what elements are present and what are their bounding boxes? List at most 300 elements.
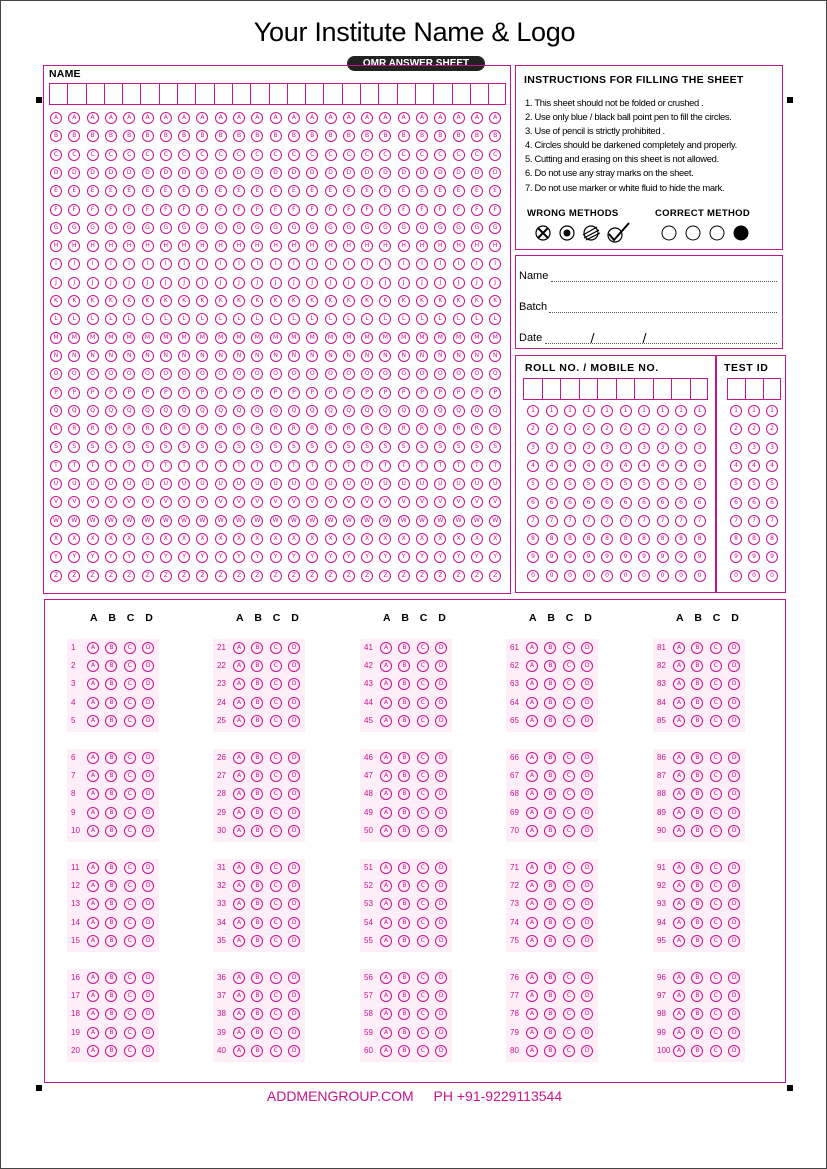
name-bubble-l[interactable]: L [416, 313, 428, 325]
answer-bubble-d[interactable]: D [581, 807, 593, 819]
name-bubble-j[interactable]: J [398, 277, 410, 289]
answer-bubble-c[interactable]: C [270, 880, 282, 892]
test-id-bubble-4[interactable]: 4 [730, 460, 742, 472]
name-bubble-m[interactable]: M [453, 332, 465, 344]
name-bubble-u[interactable]: U [233, 478, 245, 490]
answer-bubble-a[interactable]: A [233, 825, 245, 837]
name-letter-box[interactable] [195, 83, 213, 105]
test-id-bubble-3[interactable]: 3 [748, 442, 760, 454]
name-bubble-k[interactable]: K [361, 295, 373, 307]
answer-bubble-a[interactable]: A [380, 678, 392, 690]
name-bubble-h[interactable]: H [123, 240, 135, 252]
answer-bubble-d[interactable]: D [581, 752, 593, 764]
name-bubble-c[interactable]: C [142, 149, 154, 161]
name-bubble-m[interactable]: M [68, 332, 80, 344]
name-bubble-m[interactable]: M [87, 332, 99, 344]
name-bubble-l[interactable]: L [178, 313, 190, 325]
name-bubble-b[interactable]: B [270, 130, 282, 142]
name-bubble-r[interactable]: R [379, 423, 391, 435]
name-bubble-u[interactable]: U [270, 478, 282, 490]
roll-bubble-1[interactable]: 1 [527, 405, 539, 417]
roll-bubble-4[interactable]: 4 [657, 460, 669, 472]
name-bubble-w[interactable]: W [50, 515, 62, 527]
name-bubble-s[interactable]: S [178, 441, 190, 453]
name-bubble-z[interactable]: Z [68, 570, 80, 582]
name-bubble-y[interactable]: Y [306, 551, 318, 563]
roll-bubble-0[interactable]: 0 [583, 570, 595, 582]
answer-bubble-c[interactable]: C [563, 880, 575, 892]
name-bubble-v[interactable]: V [288, 496, 300, 508]
answer-bubble-d[interactable]: D [435, 862, 447, 874]
roll-bubble-7[interactable]: 7 [657, 515, 669, 527]
name-bubble-i[interactable]: I [87, 258, 99, 270]
answer-bubble-b[interactable]: B [691, 770, 703, 782]
answer-bubble-a[interactable]: A [673, 788, 685, 800]
name-bubble-v[interactable]: V [379, 496, 391, 508]
answer-bubble-a[interactable]: A [526, 715, 538, 727]
name-bubble-x[interactable]: X [489, 533, 501, 545]
name-bubble-s[interactable]: S [306, 441, 318, 453]
answer-bubble-d[interactable]: D [288, 1045, 300, 1057]
answer-bubble-d[interactable]: D [581, 862, 593, 874]
roll-bubble-2[interactable]: 2 [583, 423, 595, 435]
answer-bubble-c[interactable]: C [563, 660, 575, 672]
answer-bubble-d[interactable]: D [728, 807, 740, 819]
name-bubble-l[interactable]: L [361, 313, 373, 325]
answer-bubble-a[interactable]: A [380, 788, 392, 800]
name-bubble-x[interactable]: X [50, 533, 62, 545]
roll-bubble-6[interactable]: 6 [546, 497, 558, 509]
answer-bubble-a[interactable]: A [233, 1045, 245, 1057]
name-bubble-z[interactable]: Z [361, 570, 373, 582]
name-bubble-e[interactable]: E [306, 185, 318, 197]
name-bubble-w[interactable]: W [489, 515, 501, 527]
answer-bubble-c[interactable]: C [124, 752, 136, 764]
answer-bubble-b[interactable]: B [544, 642, 556, 654]
name-bubble-p[interactable]: P [416, 387, 428, 399]
name-bubble-b[interactable]: B [87, 130, 99, 142]
name-bubble-s[interactable]: S [434, 441, 446, 453]
name-bubble-h[interactable]: H [178, 240, 190, 252]
answer-bubble-d[interactable]: D [288, 990, 300, 1002]
name-bubble-g[interactable]: G [434, 222, 446, 234]
name-bubble-j[interactable]: J [160, 277, 172, 289]
test-id-bubble-4[interactable]: 4 [766, 460, 778, 472]
answer-bubble-b[interactable]: B [544, 752, 556, 764]
name-bubble-o[interactable]: O [87, 368, 99, 380]
answer-bubble-c[interactable]: C [124, 880, 136, 892]
answer-bubble-b[interactable]: B [251, 752, 263, 764]
name-bubble-c[interactable]: C [196, 149, 208, 161]
answer-bubble-c[interactable]: C [710, 715, 722, 727]
name-bubble-h[interactable]: H [361, 240, 373, 252]
name-bubble-x[interactable]: X [288, 533, 300, 545]
answer-bubble-b[interactable]: B [691, 788, 703, 800]
name-bubble-m[interactable]: M [142, 332, 154, 344]
answer-bubble-c[interactable]: C [270, 917, 282, 929]
answer-bubble-c[interactable]: C [563, 898, 575, 910]
name-bubble-w[interactable]: W [123, 515, 135, 527]
name-bubble-h[interactable]: H [379, 240, 391, 252]
name-bubble-t[interactable]: T [105, 460, 117, 472]
name-bubble-f[interactable]: F [325, 204, 337, 216]
answer-bubble-d[interactable]: D [288, 788, 300, 800]
name-bubble-w[interactable]: W [105, 515, 117, 527]
name-bubble-q[interactable]: Q [87, 405, 99, 417]
answer-bubble-a[interactable]: A [380, 880, 392, 892]
name-bubble-u[interactable]: U [288, 478, 300, 490]
name-bubble-e[interactable]: E [379, 185, 391, 197]
name-bubble-c[interactable]: C [325, 149, 337, 161]
answer-bubble-c[interactable]: C [270, 935, 282, 947]
name-bubble-z[interactable]: Z [343, 570, 355, 582]
name-bubble-k[interactable]: K [453, 295, 465, 307]
roll-bubble-5[interactable]: 5 [601, 478, 613, 490]
name-bubble-l[interactable]: L [343, 313, 355, 325]
name-bubble-b[interactable]: B [50, 130, 62, 142]
name-bubble-g[interactable]: G [178, 222, 190, 234]
name-bubble-v[interactable]: V [471, 496, 483, 508]
roll-bubble-3[interactable]: 3 [601, 442, 613, 454]
name-bubble-g[interactable]: G [160, 222, 172, 234]
roll-digit-box[interactable] [616, 378, 635, 400]
name-bubble-m[interactable]: M [306, 332, 318, 344]
answer-bubble-b[interactable]: B [398, 807, 410, 819]
answer-bubble-a[interactable]: A [87, 935, 99, 947]
answer-bubble-c[interactable]: C [417, 935, 429, 947]
name-bubble-e[interactable]: E [87, 185, 99, 197]
answer-bubble-a[interactable]: A [233, 862, 245, 874]
name-bubble-w[interactable]: W [251, 515, 263, 527]
name-bubble-d[interactable]: D [288, 167, 300, 179]
name-bubble-k[interactable]: K [489, 295, 501, 307]
name-bubble-a[interactable]: A [123, 112, 135, 124]
answer-bubble-c[interactable]: C [417, 898, 429, 910]
name-letter-box[interactable] [488, 83, 506, 105]
name-bubble-u[interactable]: U [215, 478, 227, 490]
name-bubble-c[interactable]: C [306, 149, 318, 161]
name-bubble-g[interactable]: G [306, 222, 318, 234]
answer-bubble-b[interactable]: B [251, 972, 263, 984]
answer-bubble-c[interactable]: C [270, 660, 282, 672]
name-bubble-t[interactable]: T [142, 460, 154, 472]
answer-bubble-d[interactable]: D [728, 917, 740, 929]
answer-bubble-a[interactable]: A [233, 935, 245, 947]
roll-bubble-5[interactable]: 5 [638, 478, 650, 490]
answer-bubble-b[interactable]: B [398, 752, 410, 764]
name-bubble-r[interactable]: R [251, 423, 263, 435]
name-bubble-a[interactable]: A [471, 112, 483, 124]
answer-bubble-c[interactable]: C [417, 678, 429, 690]
name-bubble-u[interactable]: U [471, 478, 483, 490]
answer-bubble-d[interactable]: D [142, 678, 154, 690]
name-bubble-e[interactable]: E [50, 185, 62, 197]
name-bubble-o[interactable]: O [270, 368, 282, 380]
answer-bubble-d[interactable]: D [142, 1008, 154, 1020]
answer-bubble-d[interactable]: D [288, 697, 300, 709]
name-bubble-x[interactable]: X [196, 533, 208, 545]
name-bubble-i[interactable]: I [434, 258, 446, 270]
test-id-bubble-6[interactable]: 6 [748, 497, 760, 509]
name-bubble-n[interactable]: N [306, 350, 318, 362]
name-bubble-e[interactable]: E [178, 185, 190, 197]
name-bubble-w[interactable]: W [270, 515, 282, 527]
name-bubble-n[interactable]: N [123, 350, 135, 362]
name-bubble-g[interactable]: G [123, 222, 135, 234]
name-bubble-o[interactable]: O [178, 368, 190, 380]
answer-bubble-c[interactable]: C [417, 990, 429, 1002]
name-letter-box[interactable] [140, 83, 158, 105]
name-bubble-r[interactable]: R [325, 423, 337, 435]
name-letter-box[interactable] [177, 83, 195, 105]
name-bubble-y[interactable]: Y [160, 551, 172, 563]
name-bubble-z[interactable]: Z [434, 570, 446, 582]
name-bubble-j[interactable]: J [50, 277, 62, 289]
answer-bubble-c[interactable]: C [563, 697, 575, 709]
name-bubble-k[interactable]: K [87, 295, 99, 307]
name-bubble-n[interactable]: N [471, 350, 483, 362]
name-bubble-d[interactable]: D [160, 167, 172, 179]
answer-bubble-c[interactable]: C [270, 642, 282, 654]
name-bubble-u[interactable]: U [306, 478, 318, 490]
answer-bubble-a[interactable]: A [673, 807, 685, 819]
name-bubble-h[interactable]: H [105, 240, 117, 252]
name-bubble-r[interactable]: R [123, 423, 135, 435]
name-bubble-g[interactable]: G [379, 222, 391, 234]
answer-bubble-c[interactable]: C [417, 752, 429, 764]
name-bubble-f[interactable]: F [471, 204, 483, 216]
test-id-bubble-2[interactable]: 2 [766, 423, 778, 435]
name-bubble-y[interactable]: Y [87, 551, 99, 563]
name-bubble-c[interactable]: C [288, 149, 300, 161]
answer-bubble-a[interactable]: A [526, 697, 538, 709]
name-bubble-v[interactable]: V [105, 496, 117, 508]
name-bubble-h[interactable]: H [196, 240, 208, 252]
name-bubble-f[interactable]: F [434, 204, 446, 216]
answer-bubble-c[interactable]: C [563, 990, 575, 1002]
roll-bubble-5[interactable]: 5 [583, 478, 595, 490]
name-bubble-a[interactable]: A [343, 112, 355, 124]
name-bubble-p[interactable]: P [270, 387, 282, 399]
answer-bubble-a[interactable]: A [526, 752, 538, 764]
name-bubble-n[interactable]: N [196, 350, 208, 362]
roll-bubble-6[interactable]: 6 [527, 497, 539, 509]
name-bubble-n[interactable]: N [251, 350, 263, 362]
name-bubble-r[interactable]: R [142, 423, 154, 435]
test-id-bubble-7[interactable]: 7 [748, 515, 760, 527]
answer-bubble-b[interactable]: B [691, 880, 703, 892]
name-bubble-c[interactable]: C [434, 149, 446, 161]
name-bubble-b[interactable]: B [160, 130, 172, 142]
name-bubble-m[interactable]: M [251, 332, 263, 344]
answer-bubble-b[interactable]: B [691, 752, 703, 764]
name-bubble-e[interactable]: E [288, 185, 300, 197]
name-bubble-p[interactable]: P [215, 387, 227, 399]
name-bubble-z[interactable]: Z [398, 570, 410, 582]
name-bubble-r[interactable]: R [68, 423, 80, 435]
name-bubble-g[interactable]: G [87, 222, 99, 234]
name-bubble-m[interactable]: M [379, 332, 391, 344]
answer-bubble-b[interactable]: B [105, 1027, 117, 1039]
name-bubble-d[interactable]: D [251, 167, 263, 179]
name-bubble-b[interactable]: B [325, 130, 337, 142]
name-bubble-w[interactable]: W [160, 515, 172, 527]
answer-bubble-d[interactable]: D [728, 825, 740, 837]
answer-bubble-d[interactable]: D [581, 788, 593, 800]
name-bubble-z[interactable]: Z [288, 570, 300, 582]
name-bubble-y[interactable]: Y [471, 551, 483, 563]
name-bubble-q[interactable]: Q [471, 405, 483, 417]
answer-bubble-a[interactable]: A [673, 715, 685, 727]
answer-bubble-a[interactable]: A [380, 825, 392, 837]
answer-bubble-d[interactable]: D [288, 752, 300, 764]
name-bubble-p[interactable]: P [87, 387, 99, 399]
answer-bubble-b[interactable]: B [398, 972, 410, 984]
name-bubble-y[interactable]: Y [215, 551, 227, 563]
name-bubble-y[interactable]: Y [105, 551, 117, 563]
answer-bubble-a[interactable]: A [526, 678, 538, 690]
answer-bubble-a[interactable]: A [380, 917, 392, 929]
answer-bubble-a[interactable]: A [380, 807, 392, 819]
name-bubble-k[interactable]: K [251, 295, 263, 307]
name-bubble-g[interactable]: G [68, 222, 80, 234]
roll-bubble-2[interactable]: 2 [638, 423, 650, 435]
name-bubble-y[interactable]: Y [123, 551, 135, 563]
name-bubble-v[interactable]: V [233, 496, 245, 508]
name-bubble-m[interactable]: M [398, 332, 410, 344]
name-bubble-p[interactable]: P [160, 387, 172, 399]
answer-bubble-b[interactable]: B [251, 1008, 263, 1020]
answer-bubble-b[interactable]: B [398, 678, 410, 690]
name-bubble-o[interactable]: O [105, 368, 117, 380]
name-bubble-w[interactable]: W [233, 515, 245, 527]
name-bubble-d[interactable]: D [379, 167, 391, 179]
name-bubble-k[interactable]: K [306, 295, 318, 307]
name-bubble-j[interactable]: J [361, 277, 373, 289]
name-bubble-j[interactable]: J [416, 277, 428, 289]
name-bubble-k[interactable]: K [50, 295, 62, 307]
answer-bubble-c[interactable]: C [710, 898, 722, 910]
roll-bubble-8[interactable]: 8 [675, 533, 687, 545]
answer-bubble-d[interactable]: D [435, 990, 447, 1002]
name-bubble-y[interactable]: Y [325, 551, 337, 563]
answer-bubble-b[interactable]: B [691, 917, 703, 929]
name-bubble-k[interactable]: K [105, 295, 117, 307]
answer-bubble-a[interactable]: A [673, 898, 685, 910]
name-bubble-f[interactable]: F [251, 204, 263, 216]
name-bubble-t[interactable]: T [196, 460, 208, 472]
name-bubble-j[interactable]: J [453, 277, 465, 289]
answer-bubble-d[interactable]: D [288, 678, 300, 690]
name-bubble-m[interactable]: M [123, 332, 135, 344]
answer-bubble-c[interactable]: C [417, 788, 429, 800]
roll-digit-box[interactable] [523, 378, 542, 400]
roll-bubble-1[interactable]: 1 [657, 405, 669, 417]
name-bubble-q[interactable]: Q [453, 405, 465, 417]
roll-bubble-4[interactable]: 4 [694, 460, 706, 472]
name-bubble-p[interactable]: P [288, 387, 300, 399]
answer-bubble-c[interactable]: C [710, 825, 722, 837]
answer-bubble-c[interactable]: C [124, 1027, 136, 1039]
name-bubble-n[interactable]: N [270, 350, 282, 362]
name-bubble-f[interactable]: F [87, 204, 99, 216]
answer-bubble-d[interactable]: D [435, 807, 447, 819]
answer-bubble-c[interactable]: C [270, 715, 282, 727]
answer-bubble-a[interactable]: A [380, 862, 392, 874]
roll-bubble-3[interactable]: 3 [694, 442, 706, 454]
roll-bubble-4[interactable]: 4 [546, 460, 558, 472]
answer-bubble-d[interactable]: D [142, 898, 154, 910]
name-bubble-x[interactable]: X [270, 533, 282, 545]
name-bubble-u[interactable]: U [361, 478, 373, 490]
name-bubble-m[interactable]: M [416, 332, 428, 344]
name-bubble-f[interactable]: F [68, 204, 80, 216]
answer-bubble-b[interactable]: B [105, 660, 117, 672]
name-bubble-o[interactable]: O [398, 368, 410, 380]
name-bubble-d[interactable]: D [489, 167, 501, 179]
name-bubble-i[interactable]: I [123, 258, 135, 270]
name-bubble-j[interactable]: J [251, 277, 263, 289]
name-bubble-q[interactable]: Q [160, 405, 172, 417]
roll-bubble-5[interactable]: 5 [675, 478, 687, 490]
name-bubble-l[interactable]: L [270, 313, 282, 325]
answer-bubble-c[interactable]: C [417, 770, 429, 782]
answer-bubble-b[interactable]: B [105, 880, 117, 892]
name-bubble-d[interactable]: D [196, 167, 208, 179]
name-bubble-j[interactable]: J [306, 277, 318, 289]
answer-bubble-c[interactable]: C [710, 1045, 722, 1057]
name-bubble-z[interactable]: Z [50, 570, 62, 582]
answer-bubble-a[interactable]: A [233, 642, 245, 654]
answer-bubble-b[interactable]: B [398, 825, 410, 837]
answer-bubble-b[interactable]: B [251, 862, 263, 874]
answer-bubble-a[interactable]: A [526, 1045, 538, 1057]
name-bubble-k[interactable]: K [215, 295, 227, 307]
name-bubble-s[interactable]: S [233, 441, 245, 453]
name-bubble-f[interactable]: F [398, 204, 410, 216]
name-bubble-h[interactable]: H [288, 240, 300, 252]
name-bubble-p[interactable]: P [489, 387, 501, 399]
answer-bubble-b[interactable]: B [105, 788, 117, 800]
answer-bubble-a[interactable]: A [233, 1008, 245, 1020]
name-bubble-r[interactable]: R [306, 423, 318, 435]
name-bubble-d[interactable]: D [453, 167, 465, 179]
name-bubble-f[interactable]: F [379, 204, 391, 216]
answer-bubble-c[interactable]: C [270, 972, 282, 984]
name-bubble-k[interactable]: K [123, 295, 135, 307]
name-bubble-b[interactable]: B [233, 130, 245, 142]
info-batch-line[interactable] [549, 312, 777, 313]
name-bubble-q[interactable]: Q [434, 405, 446, 417]
name-bubble-w[interactable]: W [215, 515, 227, 527]
name-bubble-l[interactable]: L [379, 313, 391, 325]
test-id-digit-box[interactable] [745, 378, 763, 400]
name-bubble-r[interactable]: R [398, 423, 410, 435]
answer-bubble-c[interactable]: C [563, 972, 575, 984]
name-bubble-j[interactable]: J [87, 277, 99, 289]
name-bubble-e[interactable]: E [416, 185, 428, 197]
answer-bubble-a[interactable]: A [380, 1027, 392, 1039]
name-bubble-m[interactable]: M [50, 332, 62, 344]
answer-bubble-d[interactable]: D [142, 788, 154, 800]
answer-bubble-c[interactable]: C [124, 935, 136, 947]
name-bubble-q[interactable]: Q [196, 405, 208, 417]
answer-bubble-a[interactable]: A [233, 770, 245, 782]
answer-bubble-c[interactable]: C [417, 807, 429, 819]
name-bubble-h[interactable]: H [233, 240, 245, 252]
name-bubble-a[interactable]: A [416, 112, 428, 124]
name-bubble-x[interactable]: X [361, 533, 373, 545]
